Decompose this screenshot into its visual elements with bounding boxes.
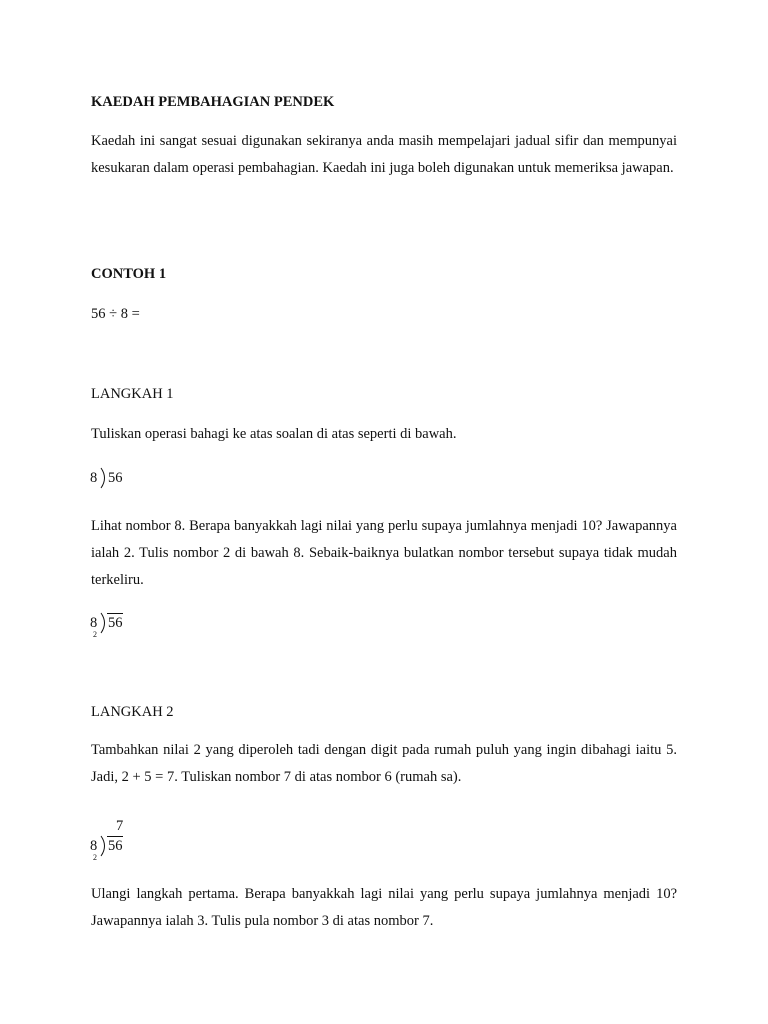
division-problem: 56 ÷ 8 = [91, 306, 140, 322]
divisor: 8 [90, 838, 98, 854]
divisor: 8 [90, 470, 98, 486]
complement-digit: 2 [93, 630, 97, 639]
step1-instruction: Tuliskan operasi bahagi ke atas soalan di atas seperti di bawah. [91, 426, 457, 442]
step1-explanation: Lihat nombor 8. Berapa banyakkah lagi nilai yang perlu supaya jumlahnya menjadi 10? Jawapannya ialah 2. Tulis nombor 2 di bawah 8. Sebaik-baiknya bulatkan nombor tersebut supaya tidak mudah terkeliru. [91, 518, 677, 588]
complement-digit: 2 [93, 853, 97, 862]
dividend: 56 [108, 838, 123, 854]
document-title: KAEDAH PEMBAHAGIAN PENDEK [91, 94, 335, 110]
step2-heading: LANGKAH 2 [91, 704, 174, 720]
divisor: 8 [90, 615, 98, 631]
step2-instruction: Tambahkan nilai 2 yang diperoleh tadi dengan digit pada rumah puluh yang ingin dibahagi iaitu 5. Jadi, 2 + 5 = 7. Tuliskan nombor 7 di atas nombor 6 (rumah sa). [91, 742, 677, 785]
dividend: 56 [108, 470, 123, 486]
example-heading: CONTOH 1 [91, 266, 167, 282]
step2-explanation: Ulangi langkah pertama. Berapa banyakkah lagi nilai yang perlu supaya jumlahnya menjadi 10? Jawapannya ialah 3. Tulis pula nombor 3 di atas nombor 7. [91, 886, 677, 929]
dividend: 56 [108, 615, 123, 631]
step1-heading: LANGKAH 1 [91, 386, 174, 402]
quotient-digit: 7 [116, 818, 124, 834]
intro-paragraph: Kaedah ini sangat sesuai digunakan sekiranya anda masih mempelajari jadual sifir dan mempunyai kesukaran dalam operasi pembahagian. Kaedah ini juga boleh digunakan untuk memeriksa jawapan. [91, 133, 677, 176]
